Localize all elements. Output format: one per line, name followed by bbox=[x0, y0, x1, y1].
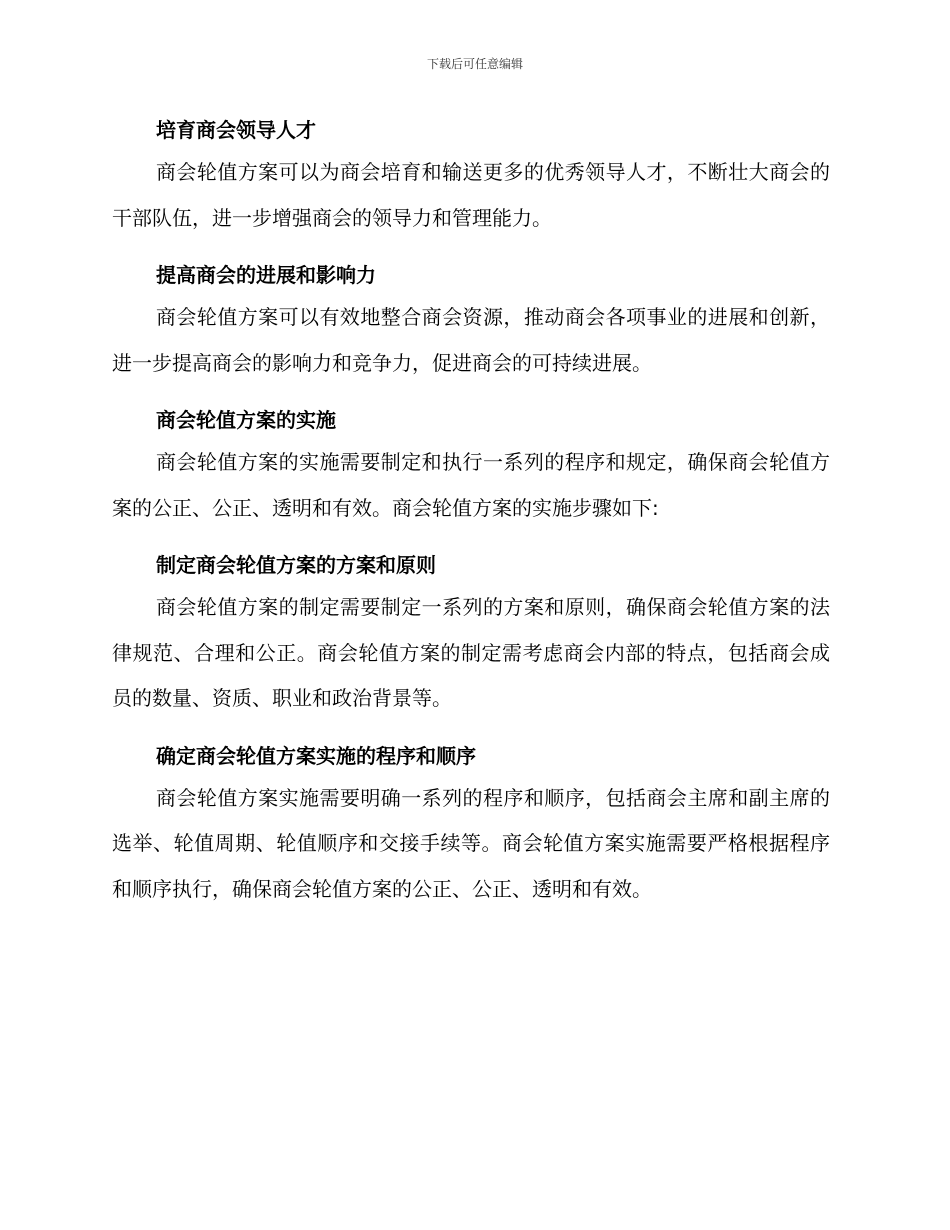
section-plan-principles bbox=[112, 545, 830, 722]
section-heading: 确定商会轮值方案实施的程序和顺序 bbox=[156, 743, 476, 768]
section-heading: 提高商会的进展和影响力 bbox=[156, 263, 376, 287]
section-paragraph: 商会轮值方案可以有效地整合商会资源，推动商会各项事业的进展和创新，进一步提高商会的影响力和竞争力，促进商会的可持续进展。 bbox=[112, 305, 830, 375]
section-paragraph: 商会轮值方案的实施需要制定和执行一系列的程序和规定，确保商会轮值方案的公正、公正、透明和有效。商会轮值方案的实施步骤如下: bbox=[112, 450, 830, 520]
document-body bbox=[112, 110, 830, 926]
section-cultivate-leaders bbox=[112, 110, 830, 241]
section-paragraph: 商会轮值方案可以为商会培育和输送更多的优秀领导人才，不断壮大商会的干部队伍，进一步增强商会的领导力和管理能力。 bbox=[112, 160, 830, 230]
section-heading: 商会轮值方案的实施 bbox=[156, 408, 336, 432]
section-development-influence bbox=[112, 255, 830, 386]
section-paragraph: 商会轮值方案实施需要明确一系列的程序和顺序，包括商会主席和副主席的选举、轮值周期、轮值顺序和交接手续等。商会轮值方案实施需要严格根据程序和顺序执行，确保商会轮值方案的公正、公正、透明和有效。 bbox=[112, 785, 830, 901]
section-implementation bbox=[112, 400, 830, 531]
section-procedure-order bbox=[112, 736, 830, 913]
section-heading: 制定商会轮值方案的方案和原则 bbox=[156, 553, 436, 577]
section-heading: 培育商会领导人才 bbox=[156, 118, 316, 142]
section-paragraph: 商会轮值方案的制定需要制定一系列的方案和原则，确保商会轮值方案的法律规范、合理和公正。商会轮值方案的制定需考虑商会内部的特点，包括商会成员的数量、资质、职业和政治背景等。 bbox=[112, 595, 830, 710]
page-header: 下载后可任意编辑 bbox=[426, 57, 523, 71]
